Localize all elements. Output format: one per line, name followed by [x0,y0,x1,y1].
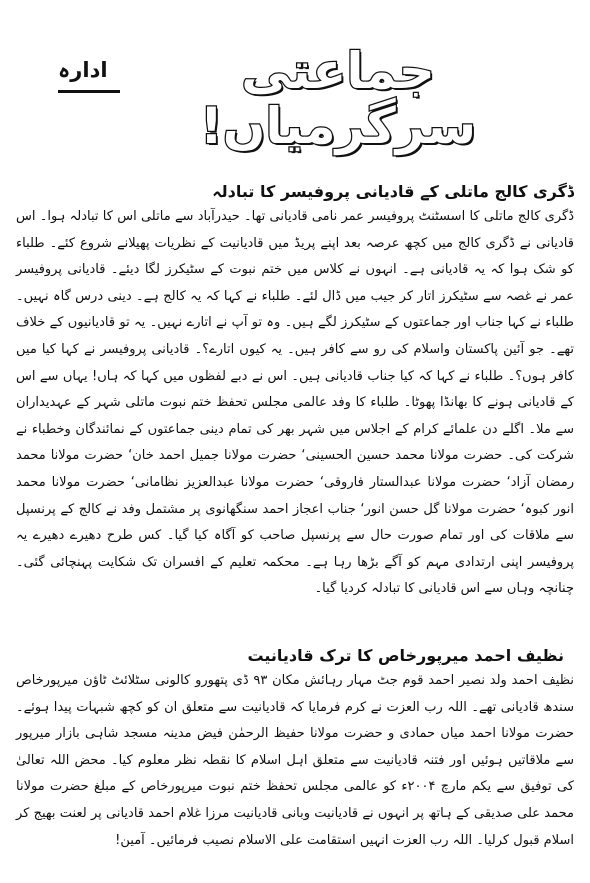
section-professor-transfer [16,180,574,603]
section-conversion [16,644,574,854]
byline: ادارہ [58,58,108,82]
section-heading: نظیف احمد میرپورخاص کا ترک قادیانیت [247,646,564,665]
section-paragraph: نظیف احمد ولد نصیر احمد قوم جٹ مہار رہائش مکان ۹۳ ڈی پتھورو کالونی سٹلائٹ ٹاؤن میرپورخاص سندھ قادیانی تھے۔ اللہ رب العزت نے کرم فرمایا کہ قادیانیت سے متعلق ان کو کچھ شبہات پیدا ہوئے۔ حضرت مولانا احمد میاں حمادی و حضرت مولانا حفیظ الرحمٰن فیض مدینہ مسجد شاہی بازار میرپور سے ملاقاتیں ہوئیں اور فتنہ قادیانیت سے متعلق اہل اسلام کا نقطہ نظر معلوم کیا۔ محض اللہ تعالیٰ کی توفیق سے یکم مارچ ۲۰۰۴ء کو عالمی مجلس تحفظ ختم نبوت میرپورخاص کے مبلغ حضرت مولانا محمد علی صدیقی کے ہاتھ پر انہوں نے قادیانیت وبانی قادیانیت مرزا غلام احمد قادیانی پر لعنت بھیج کر اسلام قبول کرلیا۔ اللہ رب العزت انہیں استقامت علی الاسلام نصیب فرمائیں۔ آمین! [16,673,574,848]
section-paragraph: ڈگری کالج ماتلی کا اسسٹنٹ پروفیسر عمر نامی قادیانی تھا۔ حیدرآباد سے ماتلی اس کا تبادلہ ہوا۔ اس قادیانی نے ڈگری کالج میں کچھ عرصہ بعد اپنے پریڈ میں قادیانیت کے نظریات پھیلانے شروع کئے۔ طلباء کو شک ہوا کہ یہ قادیانی ہے۔ انہوں نے کلاس میں ختم نبوت کے سٹیکرز لگا دیئے۔ قادیانی پروفیسر عمر نے غصہ سے سٹیکرز اتار کر جیب میں ڈال لئے۔ طلباء نے کہا کہ یہ کالج ہے۔ دینی درس گاہ نہیں۔ طلباء نے کہا جناب اور جماعتوں کے سٹیکرز لگے ہیں۔ وہ تو آپ نے اتارے نہیں۔ یہ تو قادیانیوں کے خلاف تھے۔ جو آئین پاکستان واسلام کی رو سے کافر ہیں۔ یہ کیوں اتارے؟۔ قادیانی پروفیسر نے کہا کیا میں کافر ہوں؟۔ طلباء نے کہا کہ کیا جناب قادیانی ہیں۔ اس نے دبے لفظوں میں کہا کہ ہاں! یہاں سے اس کے قادیانی ہونے کا بھانڈا پھوٹا۔ طلباء کا وفد عالمی مجلس تحفظ ختم نبوت ماتلی شہر کے عہدیداران سے ملا۔ اگلے دن علمائے کرام کے اجلاس میں شہر بھر کی تمام دینی جماعتوں کے نمائندگان وخطباء نے شرکت کی۔ حضرت مولانا محمد حسین الحسینی‘ حضرت مولانا جمیل احمد خان‘ حضرت مولانا محمد رمضان آزاد‘ حضرت مولانا عبدالستار فاروقی‘ حضرت مولانا عبدالعزیز نظامانی‘ حضرت مولانا محمد انور کبوہ‘ حضرت مولانا گل حسن انور‘ جناب اعجاز احمد سنگھانوی پر مشتمل وفد نے کالج کے پرنسپل سے ملاقات کی اور تمام صورت حال سے پرنسپل صاحب کو آگاہ کیا گیا۔ کس طرح دھیرے دھیرے یہ پروفیسر اپنی ارتدادی مہم کو آگے بڑھا رہا ہے۔ محکمہ تعلیم کے افسران تک شکایت پہنچائی گئی۔ چنانچہ وہاں سے اس قادیانی کا تبادلہ کردیا گیا۔ [16,209,574,597]
masthead [0,0,590,155]
page-title: جماعتی سرگرمیاں! [199,42,477,155]
byline-underline [58,90,120,93]
section-heading: ڈگری کالج ماتلی کے قادیانی پروفیسر کا تبادلہ [212,182,574,201]
